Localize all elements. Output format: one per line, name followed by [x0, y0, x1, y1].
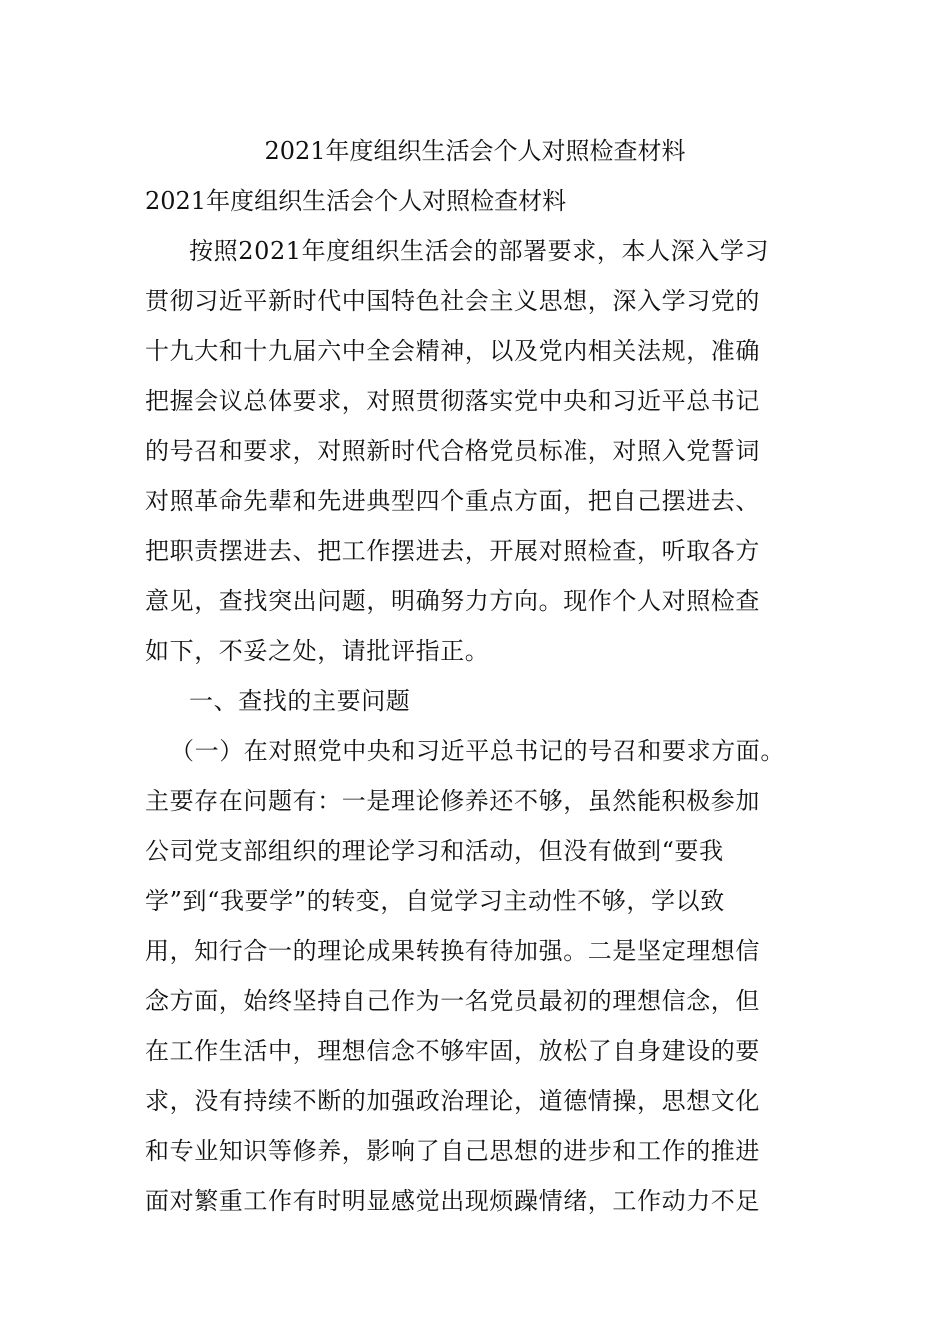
paragraph-line: 把职责摆进去、把工作摆进去，开展对照检查，听取各方 [145, 537, 760, 565]
paragraph-line: 公司党支部组织的理论学习和活动，但没有做到“要我 [145, 837, 724, 865]
paragraph-line: 按照2021年度组织生活会的部署要求，本人深入学习 [189, 237, 770, 265]
paragraph-line: 主要存在问题有：一是理论修养还不够，虽然能积极参加 [145, 787, 760, 815]
paragraph-line: 和专业知识等修养，影响了自己思想的进步和工作的推进 [145, 1137, 760, 1165]
paragraph-line: 念方面，始终坚持自己作为一名党员最初的理想信念，但 [145, 987, 760, 1015]
paragraph-line: 用，知行合一的理论成果转换有待加强。二是坚定理想信 [145, 937, 760, 965]
paragraph-line: 学”到“我要学”的转变，自觉学习主动性不够，学以致 [145, 887, 725, 915]
paragraph-line: 对照革命先辈和先进典型四个重点方面，把自己摆进去、 [145, 487, 760, 515]
paragraph-line: 如下，不妥之处，请批评指正。 [145, 637, 490, 665]
paragraph-line: 贯彻习近平新时代中国特色社会主义思想，深入学习党的 [145, 287, 760, 315]
paragraph-line: 面对繁重工作有时明显感觉出现烦躁情绪，工作动力不足 [145, 1187, 760, 1215]
subsection-heading: （一）在对照党中央和习近平总书记的号召和要求方面。 [170, 737, 785, 765]
document-subtitle: 2021年度组织生活会个人对照检查材料 [145, 187, 567, 215]
paragraph-line: 十九大和十九届六中全会精神，以及党内相关法规，准确 [145, 337, 760, 365]
section-heading: 一、查找的主要问题 [189, 687, 411, 715]
paragraph-line: 把握会议总体要求，对照贯彻落实党中央和习近平总书记 [145, 387, 760, 415]
paragraph-line: 求，没有持续不断的加强政治理论，道德情操，思想文化 [145, 1087, 760, 1115]
paragraph-line: 的号召和要求，对照新时代合格党员标准，对照入党誓词 [145, 437, 760, 465]
document-title: 2021年度组织生活会个人对照检查材料 [264, 137, 686, 165]
paragraph-line: 在工作生活中，理想信念不够牢固，放松了自身建设的要 [145, 1037, 760, 1065]
paragraph-line: 意见，查找突出问题，明确努力方向。现作个人对照检查 [145, 587, 760, 615]
